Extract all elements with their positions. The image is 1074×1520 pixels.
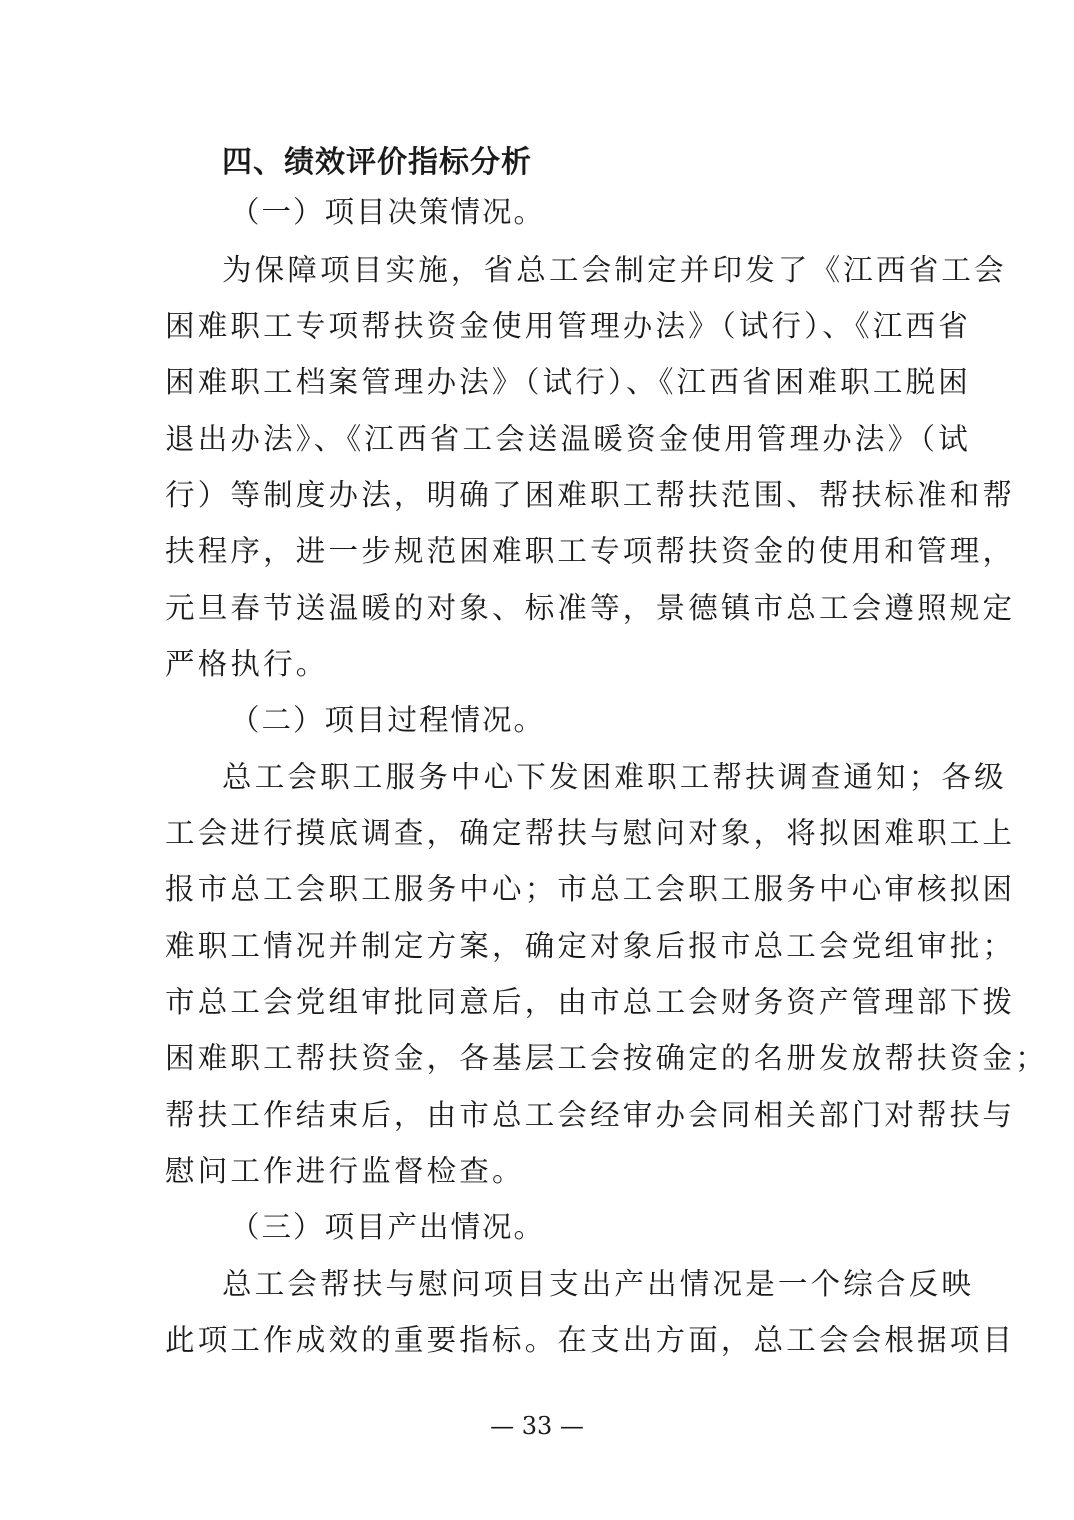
section-heading: 四、绩效评价指标分析 (222, 145, 532, 180)
paragraph-line: 行）等制度办法，明确了困难职工帮扶范围、帮扶标准和帮 (165, 478, 1016, 512)
paragraph-line: 慰问工作进行监督检查。 (165, 1154, 525, 1188)
paragraph-line: 扶程序，进一步规范困难职工专项帮扶资金的使用和管理， (165, 534, 1016, 568)
paragraph-line: 元旦春节送温暖的对象、标准等，景德镇市总工会遵照规定 (165, 591, 1016, 625)
paragraph-line: 市总工会党组审批同意后，由市总工会财务资产管理部下拨 (165, 985, 1016, 1019)
paragraph-line: 困难职工专项帮扶资金使用管理办法》（试行）、《江西省 (165, 309, 971, 343)
subsection-title: （一）项目决策情况。 (230, 195, 546, 229)
paragraph-line: 总工会职工服务中心下发困难职工帮扶调查通知；各级 (222, 760, 1007, 794)
paragraph-line: 工会进行摸底调查，确定帮扶与慰问对象，将拟困难职工上 (165, 816, 1016, 850)
paragraph-line: 总工会帮扶与慰问项目支出产出情况是一个综合反映 (222, 1267, 975, 1301)
paragraph-line: 难职工情况并制定方案，确定对象后报市总工会党组审批； (165, 929, 1016, 963)
paragraph-line: 困难职工帮扶资金，各基层工会按确定的名册发放帮扶资金； (165, 1041, 1048, 1075)
paragraph-line: 严格执行。 (165, 647, 329, 681)
paragraph-line: 为保障项目实施，省总工会制定并印发了《江西省工会 (222, 253, 1007, 287)
paragraph-line: 退出办法》、《江西省工会送温暖资金使用管理办法》（试 (165, 422, 971, 456)
paragraph-line: 报市总工会职工服务中心；市总工会职工服务中心审核拟困 (165, 872, 1016, 906)
paragraph-line: 帮扶工作结束后，由市总工会经审办会同相关部门对帮扶与 (165, 1098, 1016, 1132)
paragraph-line: 困难职工档案管理办法》（试行）、《江西省困难职工脱困 (165, 365, 971, 399)
page-number: — 33 — (490, 1412, 584, 1440)
subsection-title: （三）项目产出情况。 (230, 1210, 546, 1244)
subsection-title: （二）项目过程情况。 (230, 703, 546, 737)
paragraph-line: 此项工作成效的重要指标。在支出方面，总工会会根据项目 (165, 1323, 1016, 1357)
